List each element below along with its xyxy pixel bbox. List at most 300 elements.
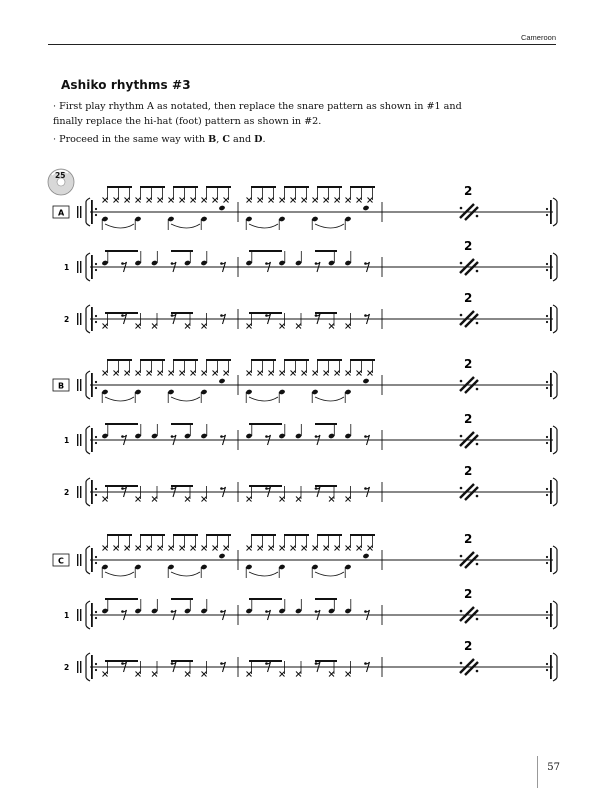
repeat-dot — [95, 436, 97, 438]
staff — [64, 412, 557, 454]
percussion-clef — [80, 554, 81, 566]
x-notehead — [224, 198, 229, 203]
repeat-dot — [95, 269, 97, 271]
repeat-barline — [550, 307, 552, 331]
repeat-dot — [546, 214, 548, 216]
x-notehead — [191, 546, 196, 551]
x-notehead — [247, 371, 252, 376]
beam — [107, 534, 132, 536]
x-notehead — [329, 672, 334, 677]
repeat-dot — [546, 387, 548, 389]
rest-dot — [315, 610, 318, 613]
repeat-dot — [95, 321, 97, 323]
x-notehead — [247, 497, 252, 502]
x-notehead — [346, 546, 351, 551]
x-notehead — [224, 546, 229, 551]
repeat-dot — [95, 494, 97, 496]
x-notehead — [313, 198, 318, 203]
beam — [171, 485, 193, 487]
tie — [315, 572, 344, 576]
rest-dot — [265, 435, 268, 438]
rest-dot — [121, 662, 124, 665]
rest-dot — [220, 610, 223, 613]
bar-repeat-dot — [476, 495, 479, 498]
x-notehead — [136, 371, 141, 376]
bar-repeat-dot — [460, 314, 463, 317]
beam — [315, 250, 337, 252]
beam — [350, 534, 375, 536]
beam — [105, 250, 138, 252]
x-notehead — [280, 546, 285, 551]
x-notehead — [346, 672, 351, 677]
system-c — [53, 532, 557, 681]
tie — [171, 572, 200, 576]
repeat-barline — [550, 255, 552, 279]
x-notehead — [324, 371, 329, 376]
beam — [107, 186, 132, 188]
bar-repeat-sign — [460, 311, 474, 325]
x-notehead — [368, 371, 373, 376]
bar-repeat-sign — [460, 484, 474, 498]
beam — [171, 312, 193, 314]
beam — [350, 186, 375, 188]
page-rule — [537, 756, 538, 788]
rest-dot — [171, 610, 174, 613]
x-notehead — [202, 198, 207, 203]
beam — [315, 598, 337, 600]
rest-dot — [364, 487, 367, 490]
bullet: · — [53, 134, 60, 145]
staff — [64, 639, 557, 681]
rest-dot — [121, 314, 124, 317]
bar-repeat-dot — [476, 270, 479, 273]
beam — [315, 423, 337, 425]
x-notehead — [191, 371, 196, 376]
x-notehead — [291, 546, 296, 551]
percussion-clef — [80, 486, 81, 498]
repeat-dot — [546, 562, 548, 564]
repeat-dot — [546, 442, 548, 444]
bar-repeat-sign — [465, 435, 478, 448]
beam — [284, 186, 309, 188]
x-notehead — [158, 198, 163, 203]
notehead — [218, 378, 225, 384]
beam — [206, 359, 231, 361]
repeat-dot — [546, 556, 548, 558]
percussion-clef — [77, 206, 78, 218]
system-label: C — [58, 556, 64, 566]
bar-repeat-sign — [460, 659, 474, 673]
repeat-count: 2 — [464, 184, 473, 198]
repeat-dot — [95, 617, 97, 619]
tie — [105, 224, 134, 228]
x-notehead — [335, 198, 340, 203]
x-notehead — [357, 198, 362, 203]
bar-repeat-dot — [460, 555, 463, 558]
beam — [317, 534, 342, 536]
repeat-barline — [91, 655, 93, 679]
rest-dot — [220, 262, 223, 265]
x-notehead — [269, 198, 274, 203]
x-notehead — [180, 371, 185, 376]
repeat-dot — [95, 208, 97, 210]
percussion-clef — [77, 486, 78, 498]
rest-dot — [315, 487, 318, 490]
x-notehead — [202, 324, 207, 329]
beam — [251, 359, 276, 361]
beam — [284, 359, 309, 361]
rest-dot — [364, 662, 367, 665]
staff — [77, 184, 557, 230]
staff — [64, 587, 557, 629]
rest-dot — [171, 487, 174, 490]
staff-number: 1 — [64, 611, 70, 620]
end-repeat — [553, 653, 557, 681]
repeat-dot — [546, 617, 548, 619]
beam — [206, 534, 231, 536]
x-notehead — [114, 546, 119, 551]
rest-dot — [265, 662, 268, 665]
staff-number: 2 — [64, 488, 70, 497]
x-notehead — [202, 546, 207, 551]
beam — [105, 598, 138, 600]
bar-repeat-dot — [476, 443, 479, 446]
rest-dot — [265, 610, 268, 613]
cd-track-number: 25 — [55, 171, 66, 180]
notehead — [218, 553, 225, 559]
x-notehead — [213, 198, 218, 203]
bar-repeat-sign — [460, 552, 474, 566]
x-notehead — [247, 546, 252, 551]
x-notehead — [335, 546, 340, 551]
repeat-dot — [95, 663, 97, 665]
end-repeat — [553, 371, 557, 399]
x-notehead — [213, 371, 218, 376]
repeat-barline — [550, 480, 552, 504]
beam — [251, 186, 276, 188]
repeat-count: 2 — [464, 357, 473, 371]
rest-dot — [315, 435, 318, 438]
x-notehead — [247, 672, 252, 677]
bar-repeat-dot — [460, 435, 463, 438]
beam — [251, 534, 276, 536]
x-notehead — [368, 546, 373, 551]
repeat-barline — [91, 548, 93, 572]
x-notehead — [296, 497, 301, 502]
repeat-dot — [95, 669, 97, 671]
rest-dot — [220, 487, 223, 490]
beam — [315, 312, 337, 314]
page-number: 57 — [547, 762, 560, 773]
bar-repeat-dot — [476, 215, 479, 218]
x-notehead — [296, 672, 301, 677]
repeat-dot — [546, 611, 548, 613]
x-notehead — [346, 371, 351, 376]
instruction-2-prefix: Proceed in the same way with — [59, 134, 209, 145]
instruction-2-sep1: , — [216, 134, 223, 145]
staff — [64, 291, 557, 333]
beam — [107, 359, 132, 361]
staff-number: 2 — [64, 315, 70, 324]
x-notehead — [269, 371, 274, 376]
repeat-dot — [546, 494, 548, 496]
beam — [173, 359, 198, 361]
bar-repeat-dot — [476, 322, 479, 325]
tie — [105, 397, 134, 401]
bar-repeat-dot — [476, 563, 479, 566]
beam — [249, 250, 282, 252]
repeat-barline — [91, 428, 93, 452]
repeat-dot — [546, 436, 548, 438]
repeat-dot — [546, 269, 548, 271]
tie — [249, 572, 278, 576]
x-notehead — [169, 371, 174, 376]
staff-number: 2 — [64, 663, 70, 672]
system-label: A — [58, 208, 65, 218]
end-repeat — [553, 305, 557, 333]
bar-repeat-dot — [460, 380, 463, 383]
x-notehead — [280, 672, 285, 677]
section-title: Ashiko rhythms #3 — [61, 78, 191, 92]
repeat-count: 2 — [464, 587, 473, 601]
bar-repeat-dot — [476, 670, 479, 673]
notehead — [362, 205, 369, 211]
rest-dot — [171, 662, 174, 665]
start-repeat — [86, 601, 90, 629]
repeat-count: 2 — [464, 532, 473, 546]
bar-repeat-sign — [465, 662, 478, 675]
percussion-clef — [80, 661, 81, 673]
x-notehead — [136, 672, 141, 677]
bar-repeat-sign — [460, 432, 474, 446]
x-notehead — [368, 198, 373, 203]
repeat-barline — [550, 655, 552, 679]
percussion-clef — [80, 609, 81, 621]
x-notehead — [152, 497, 157, 502]
x-notehead — [280, 198, 285, 203]
bar-repeat-sign — [465, 487, 478, 500]
beam — [317, 359, 342, 361]
rest-dot — [315, 662, 318, 665]
x-notehead — [147, 198, 152, 203]
x-notehead — [346, 324, 351, 329]
x-notehead — [202, 371, 207, 376]
rest-dot — [220, 435, 223, 438]
rest-dot — [171, 262, 174, 265]
start-repeat — [86, 305, 90, 333]
instruction-2-suffix: . — [262, 134, 266, 145]
percussion-clef — [77, 434, 78, 446]
x-notehead — [136, 546, 141, 551]
repeat-dot — [95, 315, 97, 317]
x-notehead — [103, 198, 108, 203]
start-repeat — [86, 253, 90, 281]
tie — [171, 224, 200, 228]
x-notehead — [258, 371, 263, 376]
repeat-count: 2 — [464, 464, 473, 478]
repeat-dot — [546, 208, 548, 210]
rest-dot — [364, 314, 367, 317]
tie — [249, 224, 278, 228]
beam — [171, 660, 193, 662]
start-repeat — [86, 371, 90, 399]
bar-repeat-sign — [465, 314, 478, 327]
start-repeat — [86, 478, 90, 506]
bar-repeat-dot — [476, 618, 479, 621]
repeat-barline — [91, 307, 93, 331]
x-notehead — [291, 371, 296, 376]
repeat-dot — [546, 315, 548, 317]
bar-repeat-sign — [465, 380, 478, 393]
tie — [315, 224, 344, 228]
repeat-dot — [546, 669, 548, 671]
beam — [249, 660, 282, 662]
repeat-dot — [546, 381, 548, 383]
x-notehead — [224, 371, 229, 376]
rest-dot — [364, 610, 367, 613]
repeat-count: 2 — [464, 291, 473, 305]
beam — [350, 359, 375, 361]
x-notehead — [313, 546, 318, 551]
repeat-barline — [550, 603, 552, 627]
staff — [77, 532, 557, 578]
notehead — [218, 205, 225, 211]
x-notehead — [169, 546, 174, 551]
end-repeat — [553, 426, 557, 454]
end-repeat — [553, 601, 557, 629]
x-notehead — [324, 198, 329, 203]
instruction-1-text: First play rhythm A as notated, then replace the snare pattern as shown in #1 and finally replace the hi-hat (foot) pattern as shown in #2. — [53, 101, 462, 127]
rest-dot — [265, 262, 268, 265]
x-notehead — [103, 497, 108, 502]
repeat-barline — [91, 480, 93, 504]
bar-repeat-sign — [460, 204, 474, 218]
bar-repeat-sign — [465, 555, 478, 568]
x-notehead — [202, 672, 207, 677]
x-notehead — [136, 198, 141, 203]
x-notehead — [114, 371, 119, 376]
bar-repeat-sign — [465, 610, 478, 623]
x-notehead — [357, 371, 362, 376]
end-repeat — [553, 546, 557, 574]
x-notehead — [202, 497, 207, 502]
repeat-count: 2 — [464, 639, 473, 653]
rest-dot — [315, 314, 318, 317]
beam — [315, 485, 337, 487]
end-repeat — [553, 198, 557, 226]
beam — [140, 186, 165, 188]
beam — [206, 186, 231, 188]
x-notehead — [169, 198, 174, 203]
beam — [317, 186, 342, 188]
system-b — [53, 357, 557, 506]
beam — [249, 598, 282, 600]
percussion-clef — [77, 554, 78, 566]
x-notehead — [152, 324, 157, 329]
repeat-dot — [546, 263, 548, 265]
x-notehead — [147, 371, 152, 376]
x-notehead — [136, 324, 141, 329]
repeat-barline — [550, 548, 552, 572]
bar-repeat-dot — [460, 610, 463, 613]
beam — [105, 660, 138, 662]
percussion-clef — [77, 661, 78, 673]
x-notehead — [125, 371, 130, 376]
x-notehead — [247, 198, 252, 203]
percussion-clef — [77, 261, 78, 273]
x-notehead — [302, 371, 307, 376]
beam — [105, 485, 138, 487]
percussion-clef — [80, 379, 81, 391]
repeat-dot — [95, 381, 97, 383]
beam — [140, 534, 165, 536]
rest-dot — [121, 610, 124, 613]
system-a — [53, 184, 557, 333]
beam — [249, 423, 282, 425]
x-notehead — [152, 672, 157, 677]
start-repeat — [86, 426, 90, 454]
staff — [64, 239, 557, 281]
repeat-barline — [91, 373, 93, 397]
cd-icon — [48, 169, 74, 195]
x-notehead — [258, 198, 263, 203]
percussion-clef — [80, 261, 81, 273]
instruction-2-c: C — [222, 134, 230, 145]
beam — [315, 660, 337, 662]
x-notehead — [114, 198, 119, 203]
rest-dot — [265, 314, 268, 317]
x-notehead — [357, 546, 362, 551]
x-notehead — [136, 497, 141, 502]
notehead — [362, 378, 369, 384]
instruction-2-d: D — [254, 134, 263, 145]
x-notehead — [103, 546, 108, 551]
beam — [249, 485, 282, 487]
beam — [284, 534, 309, 536]
rest-dot — [315, 262, 318, 265]
x-notehead — [302, 198, 307, 203]
x-notehead — [291, 198, 296, 203]
repeat-barline — [550, 373, 552, 397]
percussion-clef — [80, 313, 81, 325]
rest-dot — [220, 314, 223, 317]
repeat-dot — [95, 442, 97, 444]
x-notehead — [125, 198, 130, 203]
beam — [140, 359, 165, 361]
x-notehead — [158, 371, 163, 376]
beam — [173, 534, 198, 536]
x-notehead — [185, 324, 190, 329]
beam — [105, 423, 138, 425]
rest-dot — [121, 435, 124, 438]
x-notehead — [346, 198, 351, 203]
beam — [249, 312, 282, 314]
x-notehead — [280, 497, 285, 502]
tie — [171, 397, 200, 401]
x-notehead — [103, 371, 108, 376]
x-notehead — [185, 497, 190, 502]
rest-dot — [364, 262, 367, 265]
x-notehead — [335, 371, 340, 376]
repeat-dot — [95, 611, 97, 613]
percussion-clef — [77, 609, 78, 621]
repeat-count: 2 — [464, 412, 473, 426]
bar-repeat-dot — [460, 207, 463, 210]
x-notehead — [147, 546, 152, 551]
beam — [171, 423, 193, 425]
x-notehead — [247, 324, 252, 329]
start-repeat — [86, 546, 90, 574]
